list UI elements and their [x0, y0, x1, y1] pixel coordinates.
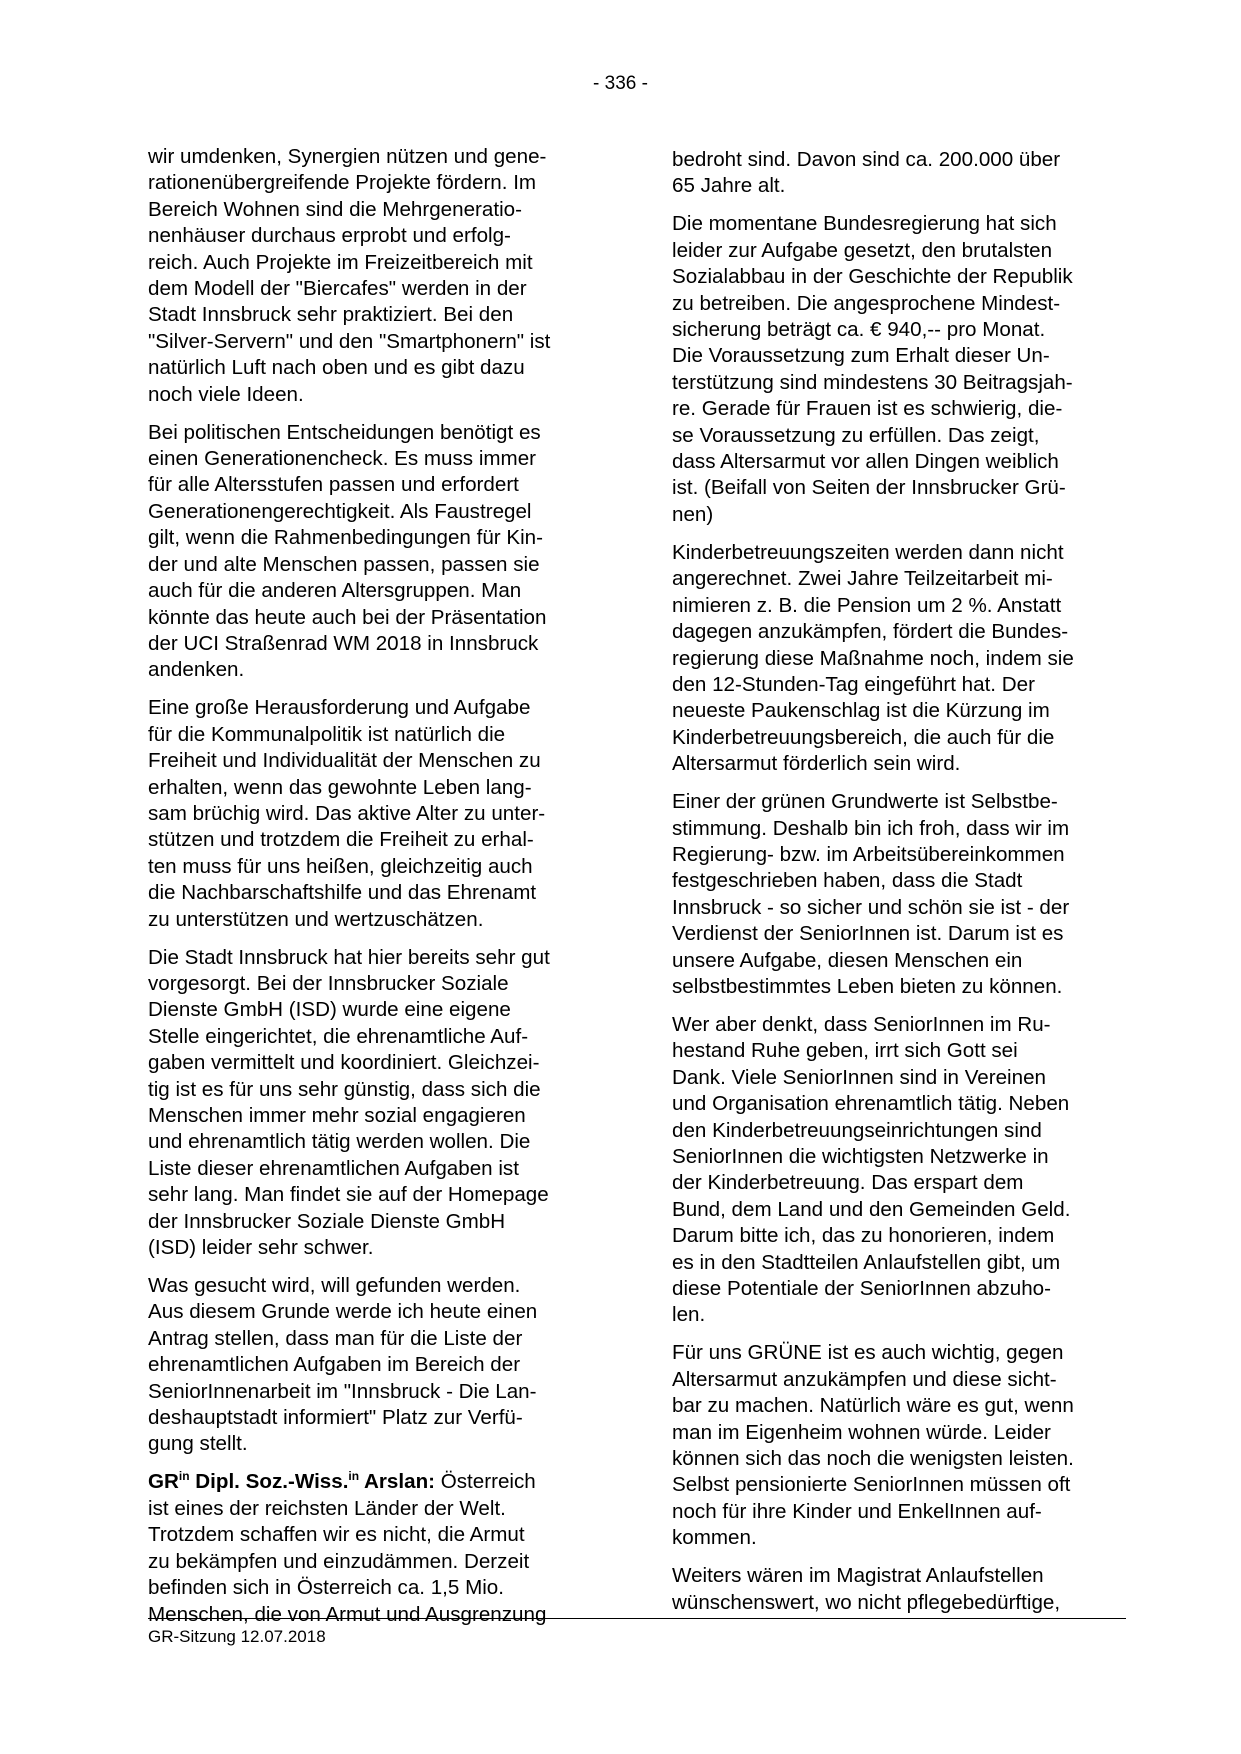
paragraph: Die Stadt Innsbruck hat hier bereits sehr gut vorgesorgt. Bei der Innsbrucker Soziale Dienste GmbH (ISD) wurde eine eigene Stelle eingerichtet, die ehrenamtliche Auf- gaben vermittelt und koordiniert. Gleichzei- tig ist es für uns sehr günstig, dass sich die Menschen immer mehr sozial engagieren und ehrenamtlich tätig werden wollen. Die Liste dieser ehrenamtlichen Aufgaben ist sehr lang. Man findet sie auf der Homepage der Innsbrucker Soziale Dienste GmbH (ISD) leider sehr schwer.: [148, 945, 550, 1260]
speaker-name: $GR^{in}$ Dipl. Soz.-Wiss.$^{in}$ Arslan:: [148, 1469, 436, 1494]
footer-text: GR-Sitzung 12.07.2018: [148, 1627, 326, 1646]
paragraph: Weiters wären im Magistrat Anlaufstellen wünschenswert, wo nicht pflegebedürftige,: [672, 1564, 1061, 1614]
paragraph: Für uns GRÜNE ist es auch wichtig, gegen Altersarmut anzukämpfen und diese sicht- bar zu machen. Natürlich wäre es gut, wenn man im Eigenheim wohnen würde. Leider können sich das noch die wenigsten leisten. Selbst pensionierte SeniorInnen müssen oft noch für ihre Kinder und EnkelInnen auf- kommen.: [672, 1341, 1074, 1550]
paragraph: Wer aber denkt, dass SeniorInnen im Ru- hestand Ruhe geben, irrt sich Gott sei Dank. Viele SeniorInnen sind in Vereinen und Organisation ehrenamtlich tätig. Neben den Kinderbetreuungseinrichtungen sind SeniorInnen die wichtigsten Netzwerke in der Kinderbetreuung. Das erspart dem Bund, dem Land und den Gemeinden Geld. Darum bitte ich, das zu honorieren, indem es in den Stadtteilen Anlaufstellen gibt, um diese Potentiale der SeniorInnen abzuho- len.: [672, 1012, 1071, 1327]
paragraph: Kinderbetreuungszeiten werden dann nicht angerechnet. Zwei Jahre Teilzeitarbeit mi- nimieren z. B. die Pension um 2 %. Anstatt dagegen anzukämpfen, fördert die Bundes- regierung diese Maßnahme noch, indem sie den 12-Stunden-Tag eingeführt hat. Der neueste Paukenschlag ist die Kürzung im Kinderbetreuungsbereich, die auch für die Altersarmut förderlich sein wird.: [672, 540, 1074, 776]
footer-rule: [148, 1618, 1126, 1619]
speaker-paragraph: [148, 1469, 603, 1627]
paragraph: Eine große Herausforderung und Aufgabe für die Kommunalpolitik ist natürlich die Freiheit und Individualität der Menschen zu erhalten, wenn das gewohnte Leben lang- sam brüchig wird. Das aktive Alter zu unter- stützen und trotzdem die Freiheit zu erhal- ten muss für uns heißen, gleichzeitig auch die Nachbarschaftshilfe und das Ehrenamt zu unterstützen und wertzuschätzen.: [148, 696, 546, 931]
left-column: [148, 144, 603, 1640]
paragraph: wir umdenken, Synergien nützen und gene- rationenübergreifende Projekte fördern. Im Bereich Wohnen sind die Mehrgeneratio- nenhäuser durchaus erprobt und erfolg- reich. Auch Projekte im Freizeitbereich mit dem Modell der "Biercafes" werden in der Stadt Innsbruck sehr praktiziert. Bei den "Silver-Servern" und den "Smartphonern" ist natürlich Luft nach oben und es gibt dazu noch viele Ideen.: [148, 145, 551, 406]
paragraph: bedroht sind. Davon sind ca. 200.000 über 65 Jahre alt.: [672, 148, 1061, 198]
paragraph: Einer der grünen Grundwerte ist Selbstbe- stimmung. Deshalb bin ich froh, dass wir im Regierung- bzw. im Arbeitsübereinkommen festgeschrieben haben, dass die Stadt Innsbruck - so sicher und schön sie ist - der Verdienst der SeniorInnen ist. Darum ist es unsere Aufgabe, diesen Menschen ein selbstbestimmtes Leben bieten zu können.: [672, 790, 1070, 998]
speech-continuation: ist eines der reichsten Länder der Welt. Trotzdem schaffen wir es nicht, die Armut zu bekämpfen und einzudämmen. Derzeit befinden sich in Österreich ca. 1,5 Mio. Menschen, die von Armut und Ausgrenzung: [148, 1496, 547, 1626]
page-number: - 336 -: [593, 73, 648, 94]
paragraph: Die momentane Bundesregierung hat sich leider zur Aufgabe gesetzt, den brutalsten Sozialabbau in der Geschichte der Republik zu betreiben. Die angesprochene Mindest- sicherung beträgt ca. € 940,-- pro Monat. Die Voraussetzung zum Erhalt dieser Un- terstützung sind mindestens 30 Beitragsjah- re. Gerade für Frauen ist es schwierig, die- se Voraussetzung zu erfüllen. Das zeigt, dass Altersarmut vor allen Dingen weiblich ist. (Beifall von Seiten der Innsbrucker Grü- nen): [672, 212, 1073, 526]
right-column: [672, 147, 1132, 1628]
paragraph: Bei politischen Entscheidungen benötigt es einen Generationencheck. Es muss immer für alle Altersstufen passen und erfordert Generationengerechtigkeit. Als Faustregel gilt, wenn die Rahmenbedingungen für Kin- der und alte Menschen passen, passen sie auch für die anderen Altersgruppen. Man könnte das heute auch bei der Präsentation der UCI Straßenrad WM 2018 in Innsbruck andenken.: [148, 420, 547, 682]
speech-text: Österreich: [435, 1470, 536, 1494]
paragraph: Was gesucht wird, will gefunden werden. Aus diesem Grunde werde ich heute einen Antrag stellen, dass man für die Liste der ehrenamtlichen Aufgaben im Bereich der SeniorInnenarbeit im "Innsbruck - Die Lan- deshauptstadt informiert" Platz zur Verfü- gung stellt.: [148, 1274, 538, 1456]
